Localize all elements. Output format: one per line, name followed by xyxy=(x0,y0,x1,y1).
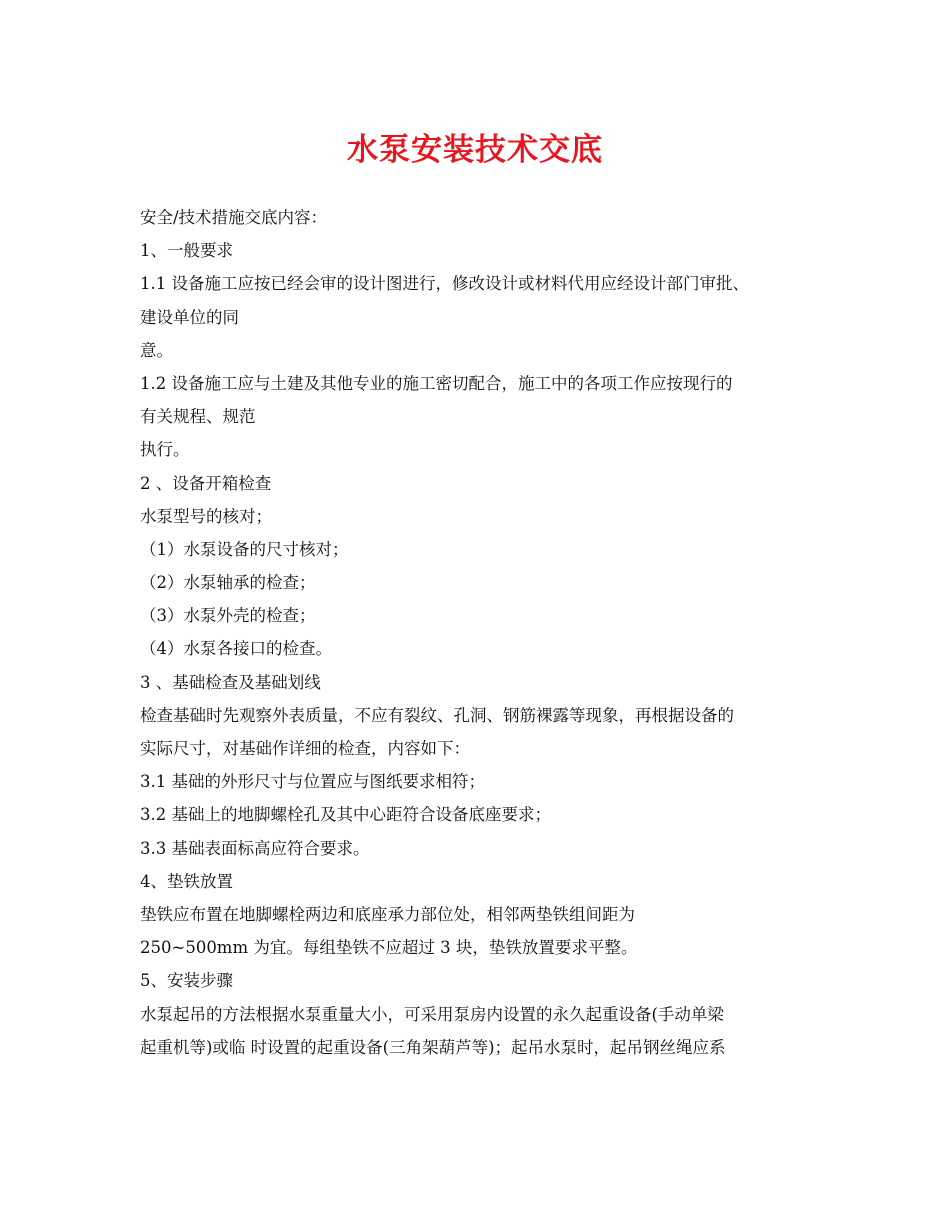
text-line: 1.2 设备施工应与土建及其他专业的施工密切配合，施工中的各项工作应按现行的 xyxy=(140,373,733,393)
text-line: 3.2 基础上的地脚螺栓孔及其中心距符合设备底座要求； xyxy=(140,805,551,825)
section-heading: 4、垫铁放置 xyxy=(140,871,233,891)
text-line: 有关规程、规范 xyxy=(140,407,256,427)
text-line: 250~500mm 为宜。每组垫铁不应超过 3 块，垫铁放置要求平整。 xyxy=(140,938,638,958)
section-heading: 1、一般要求 xyxy=(140,241,233,261)
text-line: 实际尺寸，对基础作详细的检查，内容如下： xyxy=(140,739,470,758)
section-heading: 5、安装步骤 xyxy=(140,971,233,991)
text-line: 3.3 基础表面标高应符合要求。 xyxy=(140,838,370,858)
text-line: 水泵起吊的方法根据水泵重量大小，可采用泵房内设置的永久起重设备(手动单梁 xyxy=(140,1004,724,1024)
text-line: 检查基础时先观察外表质量，不应有裂纹、孔洞、钢筋裸露等现象，再根据设备的 xyxy=(140,705,734,725)
text-line: 执行。 xyxy=(140,440,190,460)
document-body xyxy=(140,201,840,1064)
text-line: 安全/技术措施交底内容： xyxy=(140,208,328,227)
text-line: 建设单位的同 xyxy=(140,307,239,327)
text-line: 起重机等)或临 时设置的起重设备(三角架葫芦等)；起吊水泵时，起吊钢丝绳应系 xyxy=(140,1037,726,1057)
list-item: （4）水泵各接口的检查。 xyxy=(140,639,332,659)
section-heading: 3 、基础检查及基础划线 xyxy=(140,672,321,692)
text-line: 3.1 基础的外形尺寸与位置应与图纸要求相符； xyxy=(140,772,485,792)
text-line: 水泵型号的核对； xyxy=(140,506,272,526)
list-item: （1）水泵设备的尺寸核对； xyxy=(140,539,349,559)
text-line: 1.1 设备施工应按已经会审的设计图进行，修改设计或材料代用应经设计部门审批、 xyxy=(140,274,749,294)
document-title: 水泵安装技术交底 xyxy=(347,132,603,168)
list-item: （3）水泵外壳的检查； xyxy=(140,606,316,626)
section-heading: 2 、设备开箱检查 xyxy=(140,473,272,493)
list-item: （2）水泵轴承的检查； xyxy=(140,573,316,593)
text-line: 意。 xyxy=(140,340,173,360)
text-line: 垫铁应布置在地脚螺栓两边和底座承力部位处，相邻两垫铁组间距为 xyxy=(140,904,635,924)
